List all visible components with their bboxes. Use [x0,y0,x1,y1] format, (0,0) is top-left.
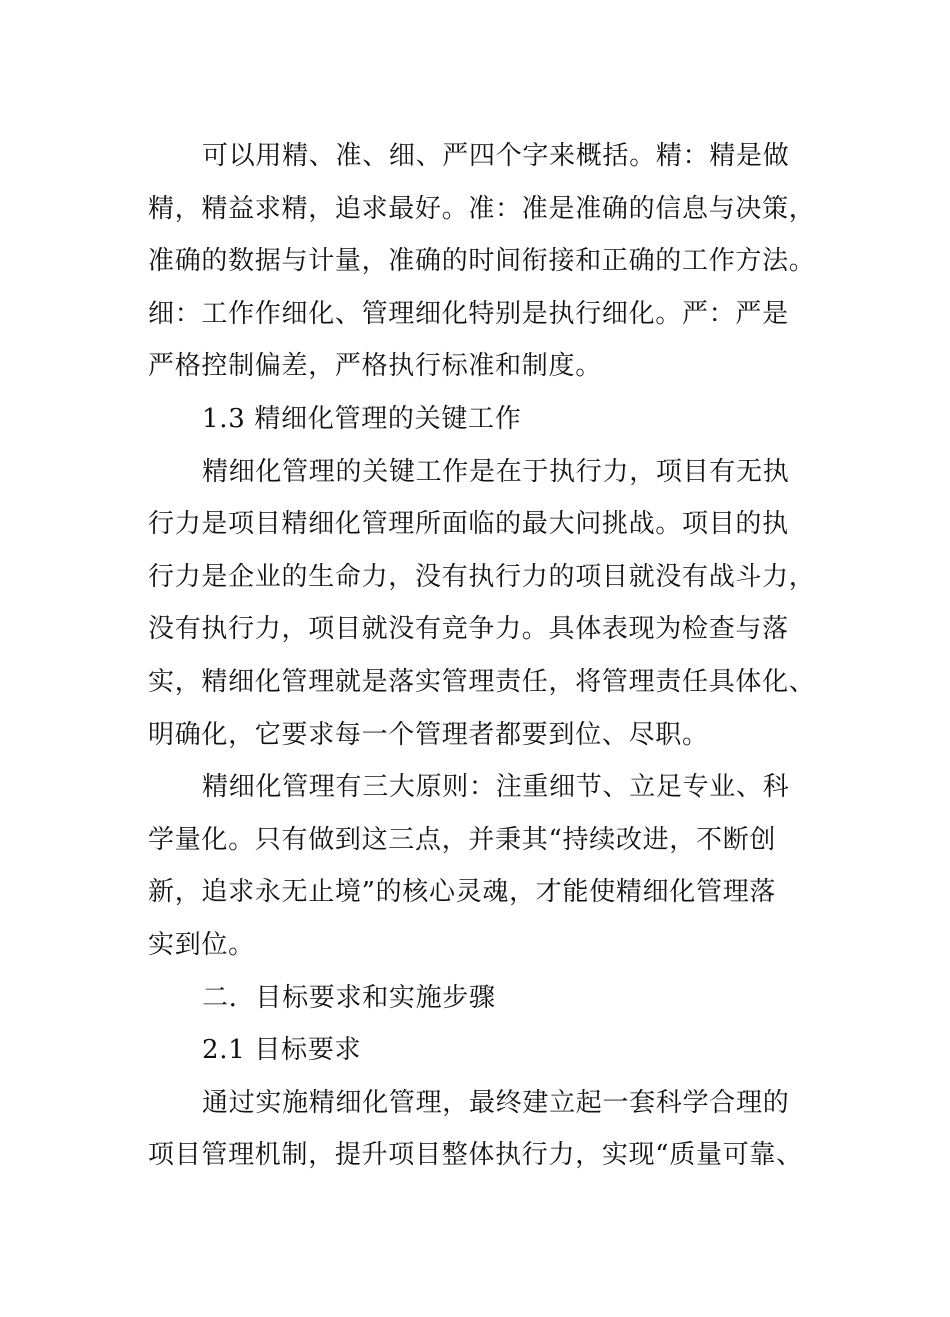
text-line: 明确化，它要求每一个管理者都要到位、尽职。 [148,719,709,750]
section-heading: 2.1 目标要求 [202,1035,362,1066]
text-line: 实，精细化管理就是落实管理责任，将管理责任具体化、 [148,666,816,697]
text-line: 可以用精、准、细、严四个字来概括。精：精是做 [202,141,790,171]
text-line: 行力是项目精细化管理所面临的最大问挑战。项目的执 [148,509,789,540]
section-heading: 1.3 精细化管理的关键工作 [202,403,522,434]
text-line: 精细化管理有三大原则：注重细节、立足专业、科 [202,772,790,803]
text-line: 细：工作作细化、管理细化特别是执行细化。严：严是 [148,298,789,329]
chapter-heading: 二．目标要求和实施步骤 [202,982,496,1013]
text-line: 准确的数据与计量，准确的时间衔接和正确的工作方法。 [148,246,816,277]
text-line: 实到位。 [148,929,255,960]
document-body [148,130,828,1182]
text-line: 学量化。只有做到这三点，并秉其“持续改进，不断创 [148,824,777,855]
text-line: 新，追求永无止境”的核心灵魂，才能使精细化管理落 [148,877,777,908]
text-line: 严格控制偏差，严格执行标准和制度。 [148,351,602,382]
text-line: 精，精益求精，追求最好。准：准是准确的信息与决策， [148,193,816,224]
text-line: 没有执行力，项目就没有竞争力。具体表现为检查与落 [148,614,789,645]
text-line: 精细化管理的关键工作是在于执行力，项目有无执 [202,456,790,487]
text-line: 行力是企业的生命力，没有执行力的项目就没有战斗力， [148,561,816,592]
text-line: 通过实施精细化管理，最终建立起一套科学合理的 [202,1087,790,1118]
text-line: 项目管理机制，提升项目整体执行力，实现“质量可靠、 [148,1140,803,1171]
